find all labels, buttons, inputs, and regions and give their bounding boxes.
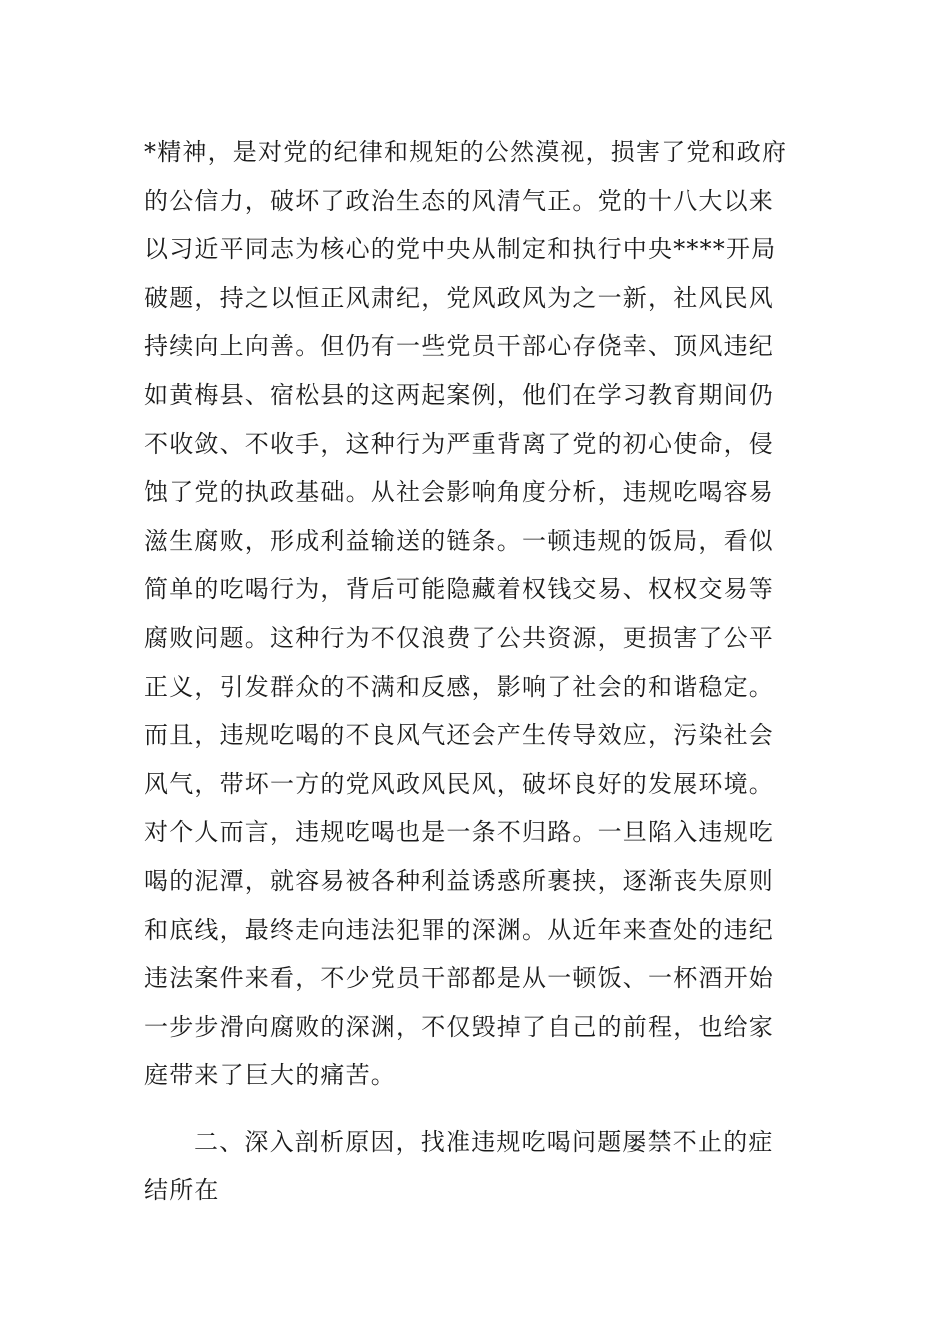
- document-body: [144, 128, 808, 1215]
- body-paragraph: [144, 128, 808, 1100]
- text-line: 一步步滑向腐败的深渊，不仅毁掉了自己的前程，也给家: [144, 1012, 774, 1041]
- text-line: 和底线，最终走向违法犯罪的深渊。从近年来查处的违纪: [144, 915, 774, 944]
- section-heading: [144, 1118, 808, 1215]
- text-line: 蚀了党的执政基础。从社会影响角度分析，违规吃喝容易: [144, 478, 774, 507]
- paragraph-spacing: [144, 1100, 808, 1118]
- text-line: 喝的泥潭，就容易被各种利益诱惑所裹挟，逐渐丧失原则: [144, 866, 774, 895]
- text-line: 违法案件来看，不少党员干部都是从一顿饭、一杯酒开始: [144, 964, 774, 993]
- text-line: 风气，带坏一方的党风政风民风，破坏良好的发展环境。: [144, 769, 774, 798]
- heading-line: 二、深入剖析原因，找准违规吃喝问题屡禁不止的症: [194, 1127, 774, 1156]
- heading-line: 结所在: [144, 1176, 220, 1205]
- text-line: 破题，持之以恒正风肃纪，党风政风为之一新，社风民风: [144, 283, 774, 312]
- text-line: 对个人而言，违规吃喝也是一条不归路。一旦陷入违规吃: [144, 818, 774, 847]
- text-line: 庭带来了巨大的痛苦。: [144, 1061, 396, 1090]
- text-line: 持续向上向善。但仍有一些党员干部心存侥幸、顶风违纪: [144, 332, 774, 361]
- text-line: 的公信力，破坏了政治生态的风清气正。党的十八大以来: [144, 186, 774, 215]
- text-line: 腐败问题。这种行为不仅浪费了公共资源，更损害了公平: [144, 623, 774, 652]
- text-line: *精神，是对党的纪律和规矩的公然漠视，损害了党和政府: [144, 138, 788, 166]
- text-line: 以习近平同志为核心的党中央从制定和执行中央****开局: [144, 235, 777, 264]
- text-line: 不收敛、不收手，这种行为严重背离了党的初心使命，侵: [144, 429, 774, 458]
- text-line: 如黄梅县、宿松县的这两起案例，他们在学习教育期间仍: [144, 380, 774, 409]
- text-line: 正义，引发群众的不满和反感，影响了社会的和谐稳定。: [144, 672, 774, 701]
- text-line: 简单的吃喝行为，背后可能隐藏着权钱交易、权权交易等: [144, 575, 774, 604]
- text-line: 滋生腐败，形成利益输送的链条。一顿违规的饭局，看似: [144, 526, 774, 555]
- text-line: 而且，违规吃喝的不良风气还会产生传导效应，污染社会: [144, 721, 774, 750]
